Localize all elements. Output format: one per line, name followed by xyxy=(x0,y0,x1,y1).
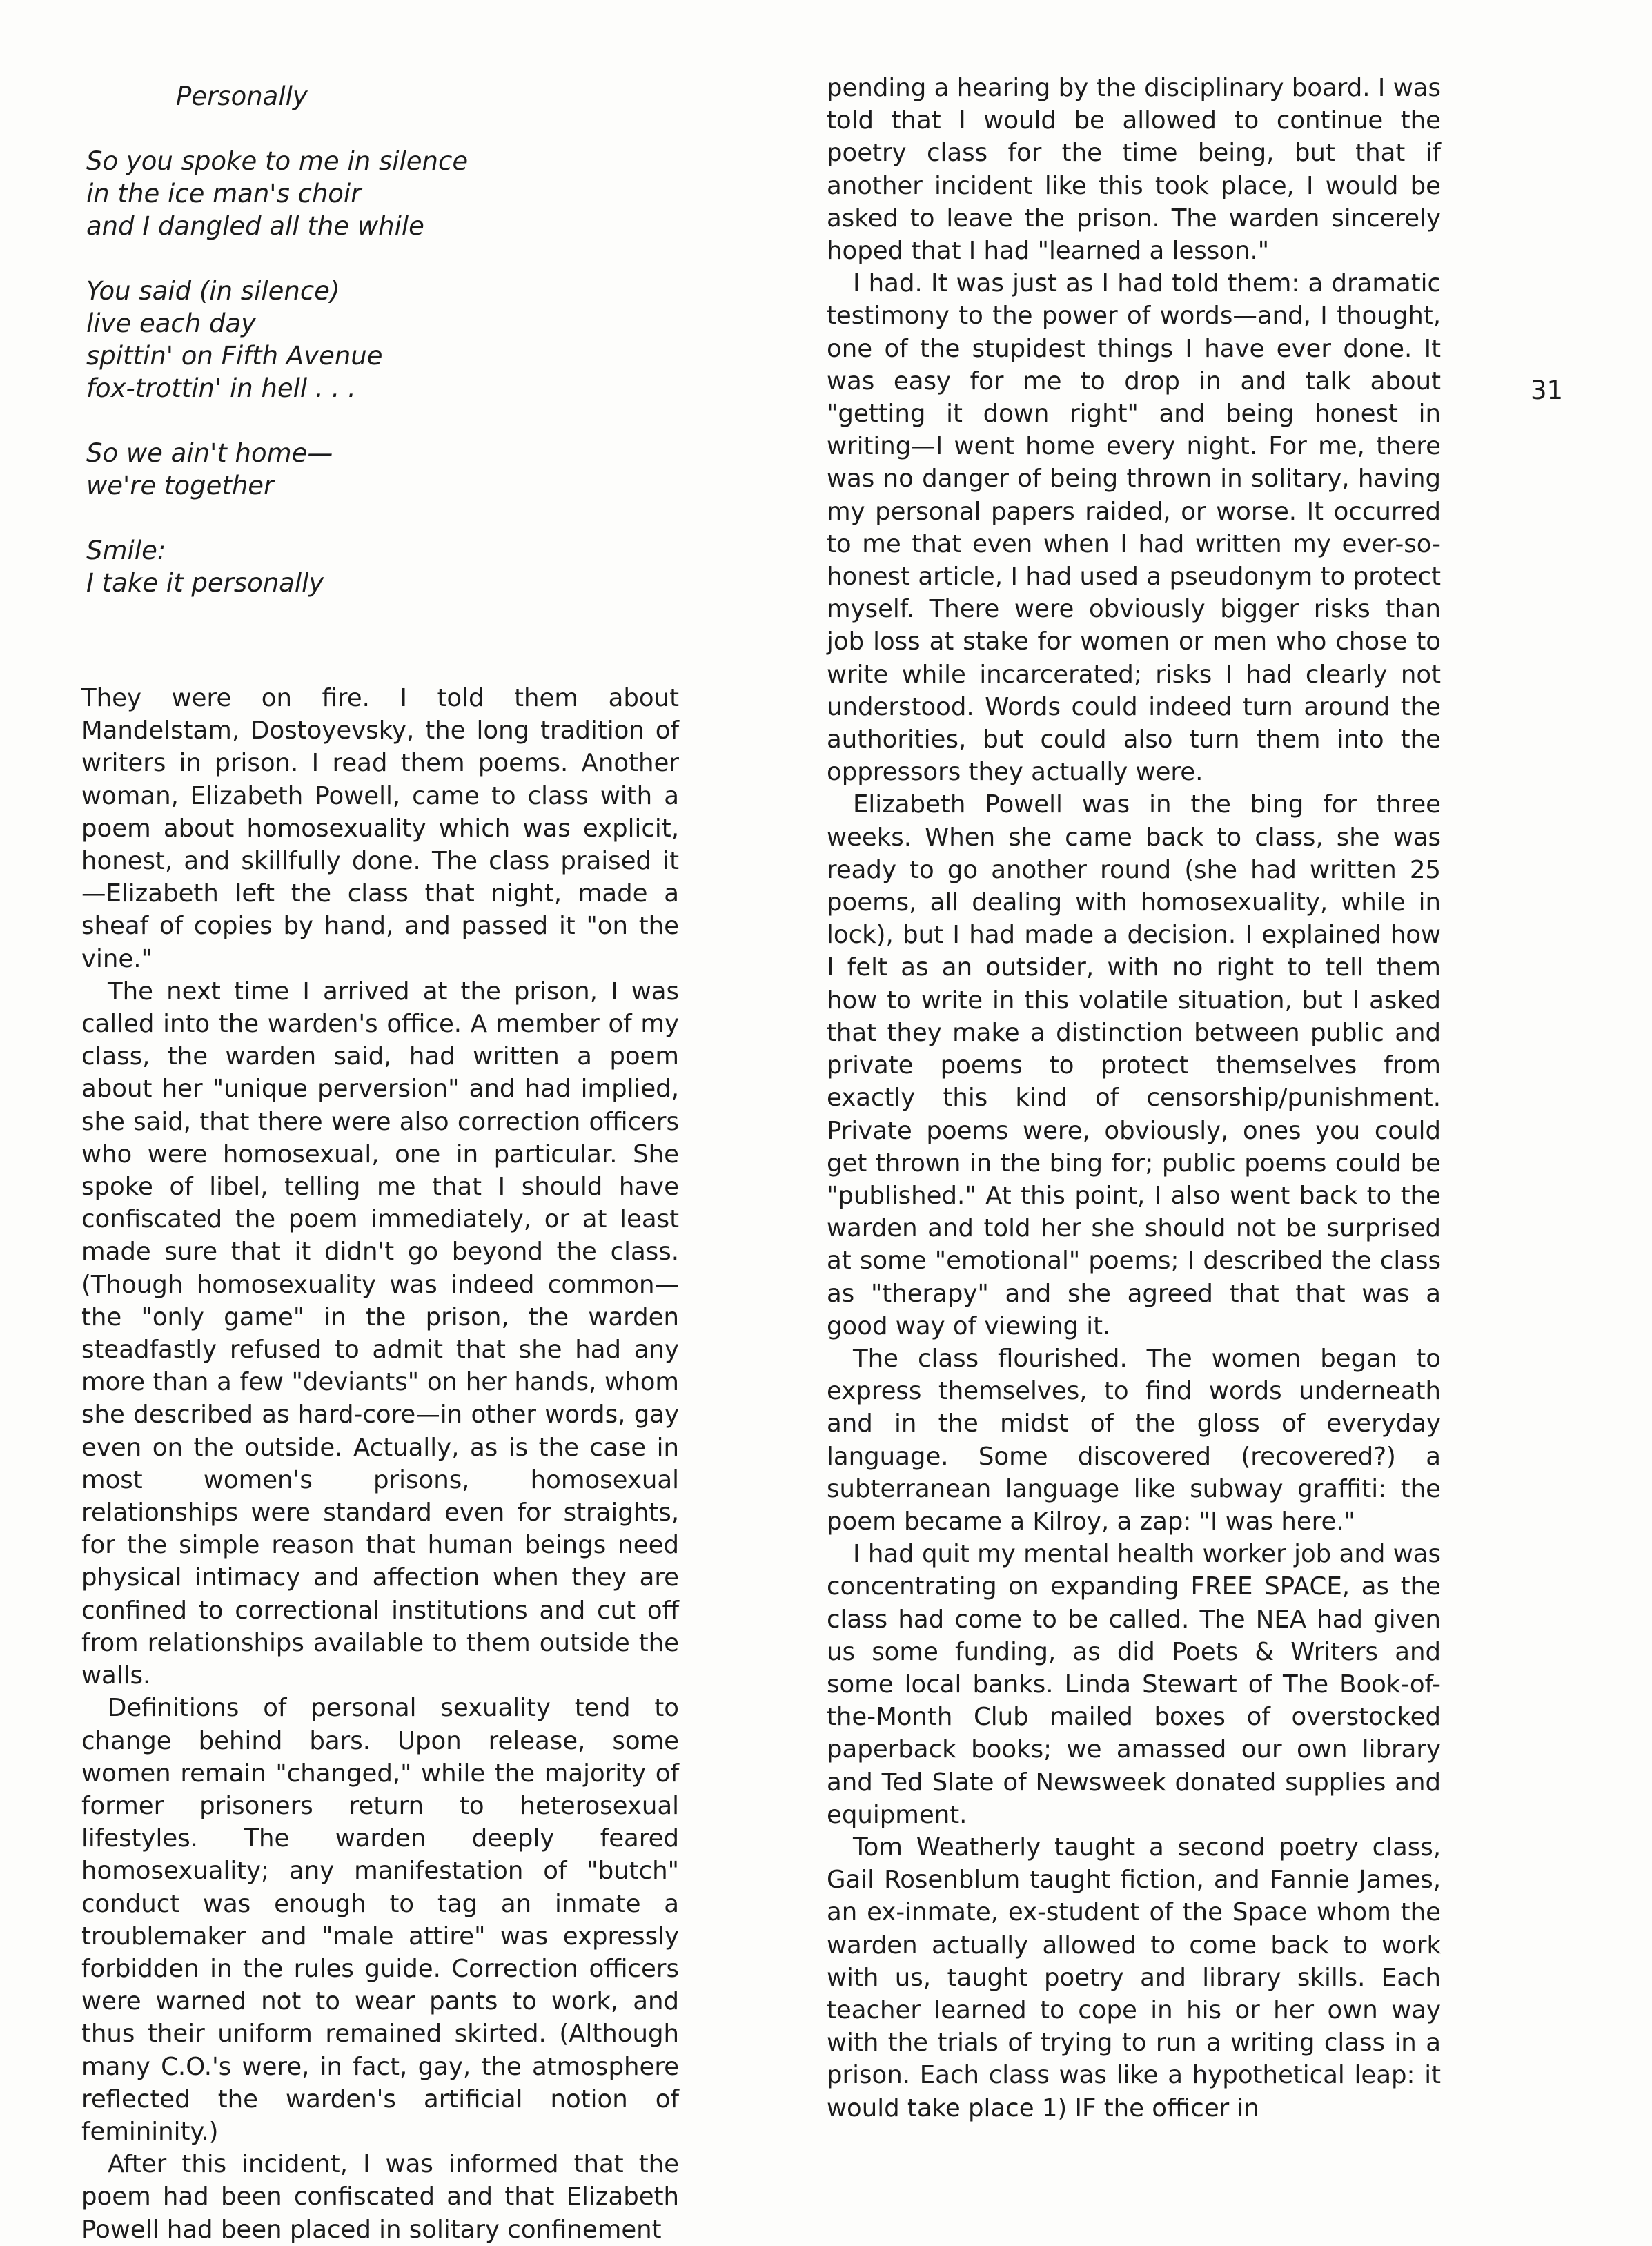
paragraph: They were on fire. I told them about Mandelstam, Dostoyevsky, the long tradition of writers in prison. I read them poems. Another woman, Elizabeth Powell, came to class with a poem about homosexuality which was explicit, honest, and skillfully done. The class praised it—Elizabeth left the class that night, made a sheaf of copies by hand, and passed it "on the vine." xyxy=(81,684,679,973)
paragraph: I had. It was just as I had told them: a dramatic testimony to the power of words—and, I thought, one of the stupidest things I have ever done. It was easy for me to drop in and talk about "getting it down right" and being honest in writing—I went home every night. For me, there was no danger of being thrown in solitary, having my personal papers raided, or worse. It occurred to me that even when I had written my ever-so-honest article, I had used a pseudonym to protect myself. There were obviously bigger risks than job loss at stake for women or men who chose to write while incarcerated; risks I had clearly not understood. Words could indeed turn around the authorities, but could also turn them into the oppressors they actually were. xyxy=(827,269,1441,787)
paragraph: Definitions of personal sexuality tend to change behind bars. Upon release, some women remain "changed," while the majority of former prisoners return to heterosexual lifestyles. The warden deeply feared homosexuality; any manifestation of "butch" conduct was enough to tag an inmate a troublemaker and "male attire" was expressly forbidden in the rules guide. Correction officers were warned not to wear pants to work, and thus their uniform remained skirted. (Although many C.O.'s were, in fact, gay, the atmosphere reflected the warden's artificial notion of femininity.) xyxy=(81,1694,679,2146)
poem-line: spittin' on Fifth Avenue xyxy=(86,341,383,371)
poem-line: and I dangled all the while xyxy=(86,211,424,241)
poem-title: Personally xyxy=(176,81,308,111)
poem-line: So we ain't home— xyxy=(86,438,333,468)
poem-stanza xyxy=(86,145,707,242)
paragraph: Elizabeth Powell was in the bing for three weeks. When she came back to class, she was ready to go another round (she had written 25 poems, all dealing with homosexuality, while in lock), but I had made a decision. I explained how I felt as an outsider, with no right to tell them how to write in this volatile situation, but I asked that they make a distinction between public and private poems to protect themselves from exactly this kind of censorship/punishment. Private poems were, obviously, ones you could get thrown in the bing for; public poems could be "published." At this point, I also went back to the warden and told her she should not be surprised at some "emotional" poems; I described the class as "therapy" and she agreed that that was a good way of viewing it. xyxy=(827,790,1441,1340)
right-column xyxy=(827,72,1441,2125)
left-column xyxy=(81,682,679,2246)
poem-line: live each day xyxy=(86,309,257,338)
poem-line: You said (in silence) xyxy=(86,276,340,306)
paragraph: Tom Weatherly taught a second poetry class, Gail Rosenblum taught fiction, and Fannie James, an ex-inmate, ex-student of the Space whom the warden actually allowed to come back to work with us, taught poetry and library skills. Each teacher learned to cope in his or her own way with the trials of trying to run a writing class in a prison. Each class was like a hypothetical leap: it would take place 1) IF the officer in xyxy=(827,1833,1441,2122)
paragraph: After this incident, I was informed that the poem had been confiscated and that Elizabeth Powell had been placed in solitary confinement xyxy=(81,2150,679,2244)
poem-line: we're together xyxy=(86,471,275,500)
poem-stanza xyxy=(86,275,707,404)
paragraph: I had quit my mental health worker job and was concentrating on expanding FREE SPACE, as the class had come to be called. The NEA had given us some funding, as did Poets & Writers and some local banks. Linda Stewart of The Book-of-the-Month Club mailed boxes of overstocked paperback books; we amassed our own library and Ted Slate of Newsweek donated supplies and equipment. xyxy=(827,1540,1441,1829)
poem xyxy=(86,80,707,599)
poem-line: in the ice man's choir xyxy=(86,179,362,208)
paragraph: pending a hearing by the disciplinary board. I was told that I would be allowed to continue the poetry class for the time being, but that if another incident like this took place, I would be asked to leave the prison. The warden sincerely hoped that I had "learned a lesson." xyxy=(827,74,1441,266)
poem-line: Smile: xyxy=(86,536,166,565)
poem-stanza xyxy=(86,437,707,502)
page-number: 31 xyxy=(1531,375,1564,405)
poem-stanza xyxy=(86,534,707,599)
paragraph: The class flourished. The women began to express themselves, to find words underneath and in the midst of the gloss of everyday language. Some discovered (recovered?) a subterranean language like subway graffiti: the poem became a Kilroy, a zap: "I was here." xyxy=(827,1344,1441,1536)
poem-line: fox-trottin' in hell . . . xyxy=(86,373,356,403)
poem-line: I take it personally xyxy=(86,568,324,598)
paragraph: The next time I arrived at the prison, I was called into the warden's office. A member of my class, the warden said, had written a poem about her "unique perversion" and had implied, she said, that there were also correction officers who were homosexual, one in particular. She spoke of libel, telling me that I should have confiscated the poem immediately, or at least made sure that it didn't go beyond the class. (Though homosexuality was indeed common—the "only game" in the prison, the warden steadfastly refused to admit that she had any more than a few "deviants" on her hands, whom she described as hard-core—in other words, gay even on the outside. Actually, as is the case in most women's prisons, homosexual relationships were standard even for straights, for the simple reason that human beings need physical intimacy and affection when they are confined to correctional institutions and cut off from relationships available to them outside the walls. xyxy=(81,977,679,1690)
poem-line: So you spoke to me in silence xyxy=(86,146,469,176)
